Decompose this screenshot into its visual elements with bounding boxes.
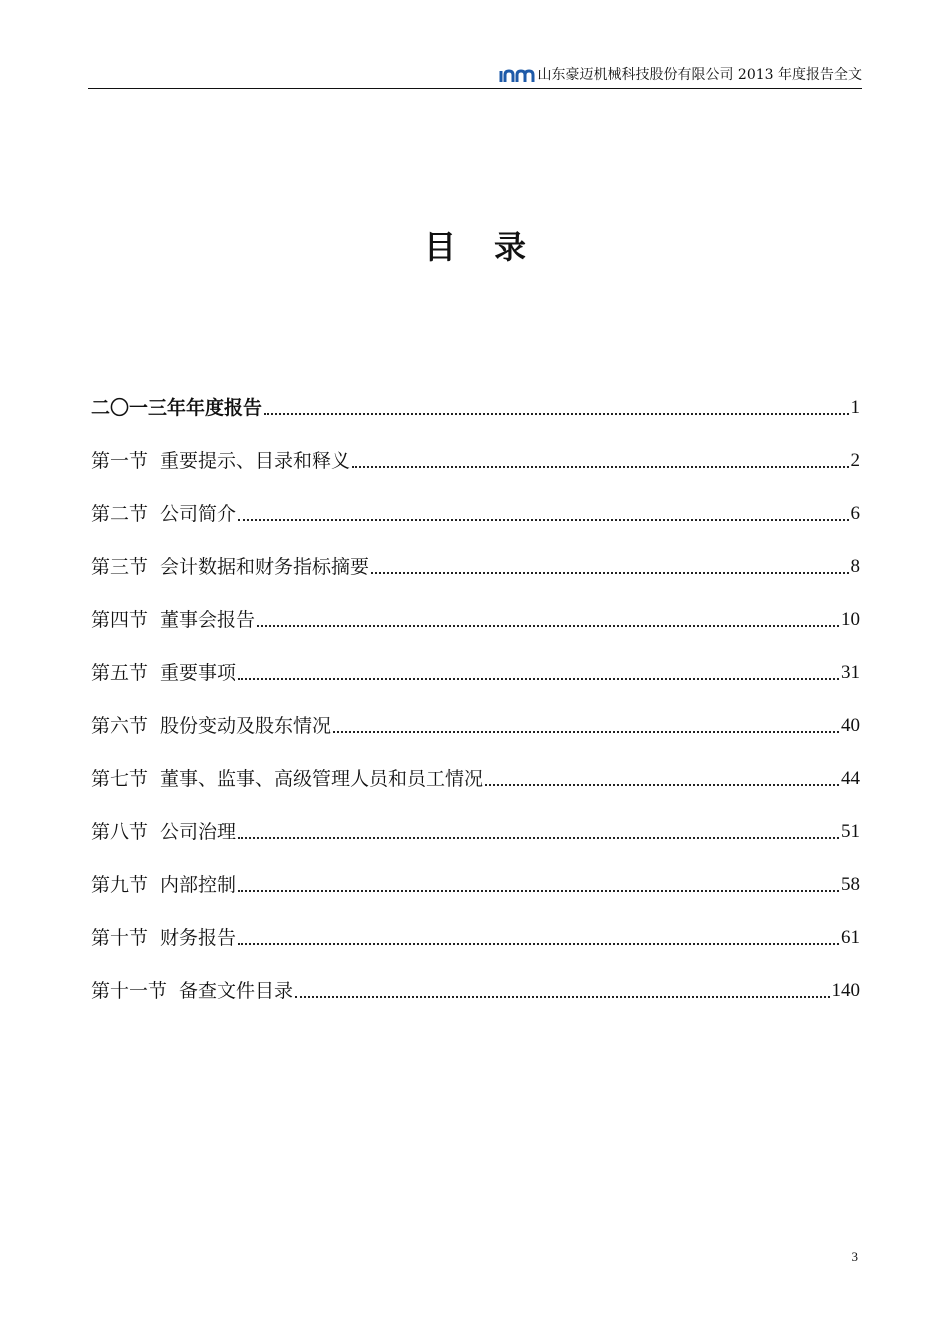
toc-entry[interactable] [91, 920, 860, 950]
toc-section: 第三节 [91, 556, 149, 578]
toc-leader [295, 996, 829, 998]
toc-section: 第七节 [91, 768, 149, 790]
page-title [0, 222, 950, 268]
toc-leader [238, 519, 848, 521]
toc-section: 第五节 [91, 662, 149, 684]
toc-page: 51 [841, 821, 860, 842]
toc-label: 董事会报告 [160, 609, 256, 631]
toc-section: 第八节 [91, 821, 149, 843]
toc-leader [264, 413, 848, 415]
toc-entry[interactable] [91, 549, 860, 579]
toc-section: 第二节 [91, 503, 149, 525]
toc-page: 61 [841, 927, 860, 948]
toc-label: 董事、监事、高级管理人员和员工情况 [160, 768, 484, 790]
toc-label: 会计数据和财务指标摘要 [160, 556, 370, 578]
toc-entry[interactable] [91, 496, 860, 526]
title-char-1: 目 [423, 228, 456, 266]
toc-label: 重要提示、目录和释义 [160, 450, 351, 472]
toc-page: 58 [841, 874, 860, 895]
toc-label: 公司简介 [160, 503, 237, 525]
toc-page: 10 [841, 609, 860, 630]
toc-section: 第十一节 [91, 980, 168, 1002]
title-char-2: 录 [494, 228, 527, 266]
page-header [88, 62, 862, 89]
company-logo-icon [499, 68, 535, 84]
toc-label: 内部控制 [160, 874, 237, 896]
toc-entry[interactable] [91, 390, 860, 420]
toc-page: 6 [850, 503, 860, 524]
toc-section: 第九节 [91, 874, 149, 896]
toc-section: 第六节 [91, 715, 149, 737]
toc-entry[interactable] [91, 867, 860, 897]
toc-entry[interactable] [91, 973, 860, 1003]
toc-leader [485, 784, 839, 786]
toc-section: 第十节 [91, 927, 149, 949]
toc-label: 财务报告 [160, 927, 237, 949]
header-content [499, 64, 862, 84]
toc-page: 2 [850, 450, 860, 471]
toc-entry[interactable] [91, 602, 860, 632]
toc-page: 1 [850, 397, 860, 418]
toc-entry[interactable] [91, 708, 860, 738]
toc-page: 40 [841, 715, 860, 736]
toc-section: 第四节 [91, 609, 149, 631]
toc-label: 公司治理 [160, 821, 237, 843]
toc-label: 二〇一三年年度报告 [91, 397, 263, 419]
toc-page: 8 [850, 556, 860, 577]
toc-entry[interactable] [91, 761, 860, 791]
toc-leader [238, 837, 839, 839]
toc-entry[interactable] [91, 814, 860, 844]
toc-label: 重要事项 [160, 662, 237, 684]
toc-page: 140 [831, 980, 860, 1001]
toc-leader [238, 890, 839, 892]
toc-page: 44 [841, 768, 860, 789]
toc-label: 备查文件目录 [179, 980, 294, 1002]
toc-entry[interactable] [91, 655, 860, 685]
toc-leader [333, 731, 839, 733]
toc-entry[interactable] [91, 443, 860, 473]
toc-leader [238, 678, 839, 680]
toc-leader [352, 466, 848, 468]
toc-leader [238, 943, 839, 945]
toc-label: 股份变动及股东情况 [160, 715, 332, 737]
header-title: 山东豪迈机械科技股份有限公司 2013 年度报告全文 [537, 67, 862, 83]
toc-leader [257, 625, 839, 627]
toc-page: 31 [841, 662, 860, 683]
page-number: 3 [851, 1249, 858, 1264]
toc-section: 第一节 [91, 450, 149, 472]
toc-leader [371, 572, 848, 574]
